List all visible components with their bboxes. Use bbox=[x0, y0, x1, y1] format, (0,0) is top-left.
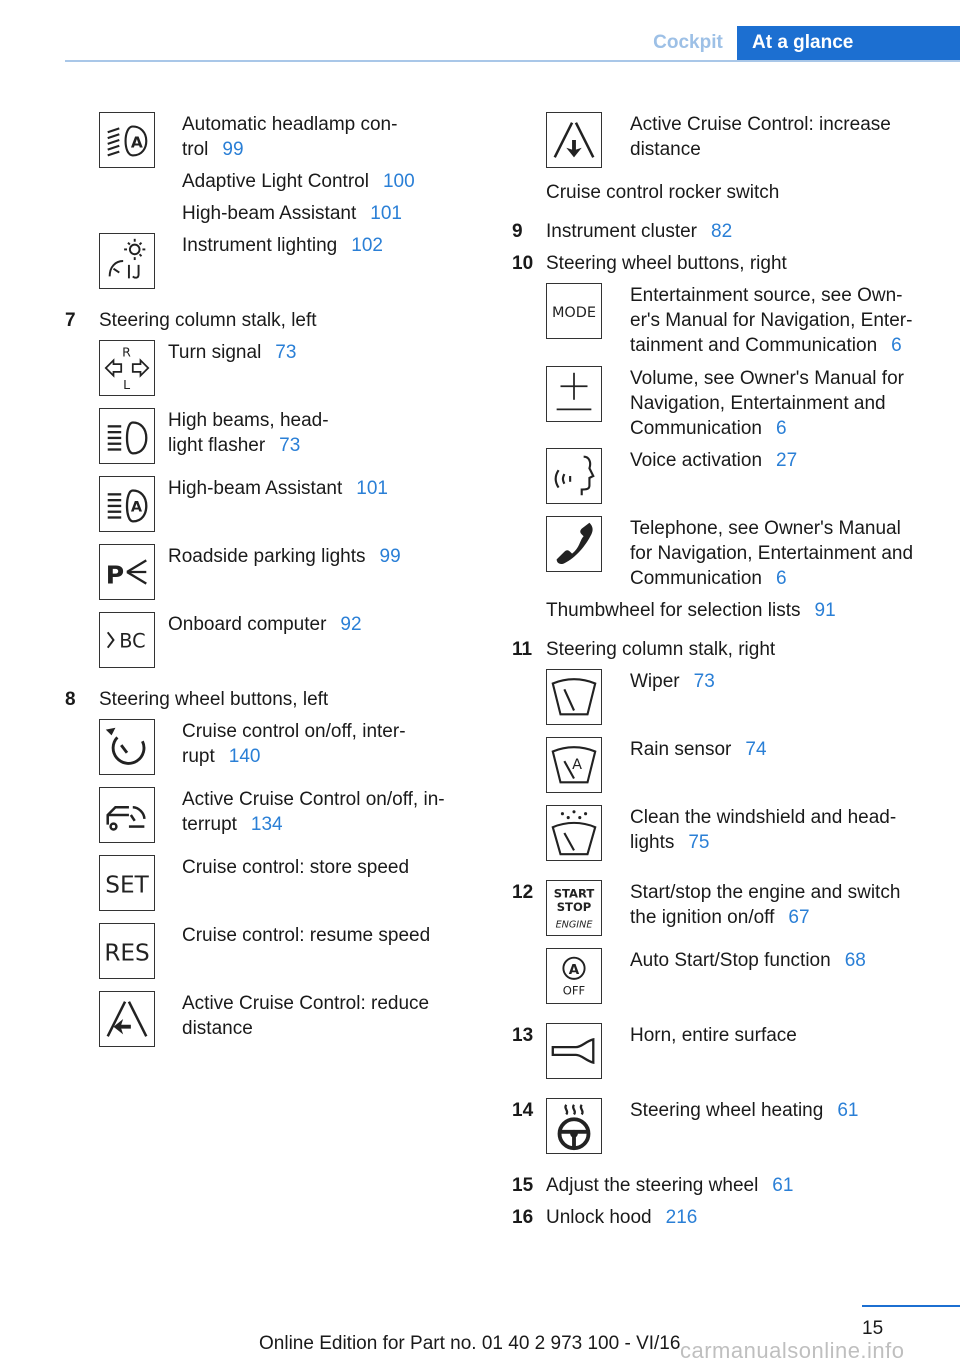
set-icon-text: SET bbox=[105, 872, 149, 899]
item-title: Steering column stalk, right bbox=[546, 639, 776, 660]
mode-line3: tainment and Communication 6 bbox=[630, 335, 902, 356]
wiper-icon bbox=[546, 669, 602, 725]
item-number: 10 bbox=[512, 253, 534, 274]
svg-text:BC: BC bbox=[119, 629, 146, 653]
page-ref-link[interactable]: 6 bbox=[776, 568, 787, 589]
steering-heating-icon bbox=[546, 1098, 602, 1154]
page-ref-link[interactable]: 73 bbox=[693, 671, 715, 692]
highbeam-assistant-text: High-beam Assistant 101 bbox=[182, 203, 402, 224]
page-ref-link[interactable]: 134 bbox=[250, 814, 283, 835]
watermark: carmanualsonline.info bbox=[680, 1338, 905, 1362]
turn-signal-text: Turn signal 73 bbox=[168, 342, 297, 363]
auto-icon-letter: A bbox=[568, 962, 580, 979]
cruise-control-icon bbox=[99, 719, 155, 775]
cruise-onoff-line2: rupt 140 bbox=[182, 746, 261, 767]
reduce-distance-line1: Active Cruise Control: reduce bbox=[182, 993, 430, 1014]
page-ref-link[interactable]: 140 bbox=[228, 746, 261, 767]
page-ref-link[interactable]: 91 bbox=[814, 600, 836, 621]
page-ref-link[interactable]: 6 bbox=[891, 335, 902, 356]
page-ref-link[interactable]: 74 bbox=[745, 739, 767, 760]
item-number: 9 bbox=[512, 221, 523, 242]
clean-line1: Clean the windshield and head- bbox=[630, 807, 897, 828]
page-ref-link[interactable]: 61 bbox=[837, 1100, 859, 1121]
page-ref-link[interactable]: 99 bbox=[222, 139, 244, 160]
page-ref-link[interactable]: 61 bbox=[772, 1175, 794, 1196]
page-ref-link[interactable]: 99 bbox=[379, 546, 401, 567]
onboard-computer-text: Onboard computer 92 bbox=[168, 614, 362, 635]
header-section-tab[interactable]: Cockpit bbox=[653, 32, 723, 53]
svg-text:P: P bbox=[105, 560, 125, 590]
active-cruise-icon bbox=[99, 787, 155, 843]
page-ref-link[interactable]: 216 bbox=[665, 1207, 698, 1228]
voice-activation-text: Voice activation 27 bbox=[630, 450, 798, 471]
mode-icon bbox=[546, 283, 602, 339]
item-title: Steering wheel buttons, left bbox=[99, 689, 329, 710]
start-icon-text: START bbox=[553, 886, 595, 901]
item-number: 7 bbox=[65, 310, 76, 331]
auto-start-stop-icon bbox=[546, 948, 602, 1004]
page-ref-link[interactable]: 27 bbox=[776, 450, 798, 471]
high-beam-icon bbox=[99, 408, 155, 464]
svg-text:A: A bbox=[130, 133, 143, 152]
page-ref-link[interactable]: 92 bbox=[340, 614, 362, 635]
res-icon-text: RES bbox=[104, 940, 150, 967]
svg-text:L: L bbox=[123, 377, 131, 393]
mode-icon-text: MODE bbox=[551, 304, 597, 321]
high-beams-line2: light flasher 73 bbox=[168, 435, 301, 456]
rocker-switch-text: Cruise control rocker switch bbox=[546, 182, 780, 203]
wiper-text: Wiper 73 bbox=[630, 671, 715, 692]
page-ref-link[interactable]: 6 bbox=[776, 418, 787, 439]
off-icon-text: OFF bbox=[562, 983, 586, 998]
auto-headlamp-line2: trol 99 bbox=[182, 139, 244, 160]
item-number: 16 bbox=[512, 1207, 534, 1228]
instrument-lighting-icon bbox=[99, 233, 155, 289]
adjust-wheel-text: Adjust the steering wheel 61 bbox=[546, 1175, 794, 1196]
clean-line2: lights 75 bbox=[630, 832, 710, 853]
header-chapter-tab[interactable]: At a glance bbox=[737, 26, 960, 62]
telephone-icon bbox=[546, 516, 602, 572]
page-ref-link[interactable]: 82 bbox=[711, 221, 733, 242]
washer-icon bbox=[546, 805, 602, 861]
thumbwheel-text: Thumbwheel for selection lists 91 bbox=[546, 600, 836, 621]
steering-heating-text: Steering wheel heating 61 bbox=[630, 1100, 859, 1121]
footer-rule bbox=[862, 1305, 960, 1307]
increase-distance-icon bbox=[546, 112, 602, 168]
item-number: 13 bbox=[512, 1025, 534, 1046]
item-number: 15 bbox=[512, 1175, 534, 1196]
cruise-onoff-line1: Cruise control on/off, inter- bbox=[182, 721, 406, 742]
stop-icon-text: STOP bbox=[556, 899, 592, 914]
item-number: 8 bbox=[65, 689, 76, 710]
telephone-line1: Telephone, see Owner's Manual bbox=[630, 518, 901, 539]
instrument-cluster-text: Instrument cluster 82 bbox=[546, 221, 733, 242]
highbeam-assistant-item-text: High-beam Assistant 101 bbox=[168, 478, 388, 499]
set-speed-icon bbox=[99, 855, 155, 911]
parking-lights-text: Roadside parking lights 99 bbox=[168, 546, 401, 567]
volume-line1: Volume, see Owner's Manual for bbox=[630, 368, 904, 389]
horn-text: Horn, entire surface bbox=[630, 1025, 797, 1046]
adaptive-light-text: Adaptive Light Control 100 bbox=[182, 171, 415, 192]
auto-start-stop-text: Auto Start/Stop function 68 bbox=[630, 950, 866, 971]
page-ref-link[interactable]: 67 bbox=[788, 907, 810, 928]
engine-icon-text: ENGINE bbox=[555, 919, 593, 931]
page-ref-link[interactable]: 75 bbox=[688, 832, 710, 853]
start-stop-icon bbox=[546, 880, 602, 936]
mode-line1: Entertainment source, see Own- bbox=[630, 285, 903, 306]
item-number: 11 bbox=[512, 639, 533, 660]
rain-sensor-text: Rain sensor 74 bbox=[630, 739, 767, 760]
auto-headlamp-icon bbox=[99, 112, 155, 168]
voice-activation-icon bbox=[546, 448, 602, 504]
page-ref-link[interactable]: 73 bbox=[279, 435, 301, 456]
auto-headlamp-line1: Automatic headlamp con- bbox=[182, 114, 398, 135]
svg-text:R: R bbox=[122, 344, 131, 360]
page-ref-link[interactable]: 73 bbox=[275, 342, 297, 363]
reduce-distance-line2: distance bbox=[182, 1018, 253, 1039]
svg-text:A: A bbox=[130, 499, 143, 516]
unlock-hood-text: Unlock hood 216 bbox=[546, 1207, 698, 1228]
svg-text:A: A bbox=[572, 756, 582, 773]
volume-line3: Communication 6 bbox=[630, 418, 787, 439]
highbeam-assistant-icon bbox=[99, 476, 155, 532]
volume-line2: Navigation, Entertainment and bbox=[630, 393, 886, 414]
resume-speed-icon bbox=[99, 923, 155, 979]
rain-sensor-icon bbox=[546, 737, 602, 793]
onboard-computer-icon bbox=[99, 612, 155, 668]
start-stop-line2: the ignition on/off 67 bbox=[630, 907, 810, 928]
acc-onoff-line2: terrupt 134 bbox=[182, 814, 283, 835]
increase-distance-line1: Active Cruise Control: increase bbox=[630, 114, 891, 135]
store-speed-text: Cruise control: store speed bbox=[182, 857, 410, 878]
item-number: 12 bbox=[512, 882, 534, 903]
resume-speed-text: Cruise control: resume speed bbox=[182, 925, 431, 946]
page-ref-link[interactable]: 102 bbox=[351, 235, 383, 256]
volume-icon bbox=[546, 366, 602, 422]
page-ref-link[interactable]: 100 bbox=[382, 171, 415, 192]
instrument-lighting-text: Instrument lighting 102 bbox=[182, 235, 383, 256]
turn-signal-icon bbox=[99, 340, 155, 396]
telephone-line3: Communication 6 bbox=[630, 568, 787, 589]
page-ref-link[interactable]: 101 bbox=[370, 203, 402, 224]
page-number: 15 bbox=[862, 1318, 884, 1339]
high-beams-line1: High beams, head- bbox=[168, 410, 329, 431]
footer-edition: Online Edition for Part no. 01 40 2 973 100 - VI/16 bbox=[259, 1333, 681, 1354]
increase-distance-line2: distance bbox=[630, 139, 701, 160]
start-stop-line1: Start/stop the engine and switch bbox=[630, 882, 901, 903]
parking-lights-icon bbox=[99, 544, 155, 600]
item-title: Steering wheel buttons, right bbox=[546, 253, 787, 274]
page-ref-link[interactable]: 101 bbox=[356, 478, 388, 499]
acc-onoff-line1: Active Cruise Control on/off, in- bbox=[182, 789, 445, 810]
header-rule bbox=[65, 60, 960, 62]
telephone-line2: for Navigation, Entertainment and bbox=[630, 543, 914, 564]
item-title: Steering column stalk, left bbox=[99, 310, 317, 331]
reduce-distance-icon bbox=[99, 991, 155, 1047]
mode-line2: er's Manual for Navigation, Enter- bbox=[630, 310, 913, 331]
page-ref-link[interactable]: 68 bbox=[844, 950, 866, 971]
item-number: 14 bbox=[512, 1100, 534, 1121]
horn-icon bbox=[546, 1023, 602, 1079]
